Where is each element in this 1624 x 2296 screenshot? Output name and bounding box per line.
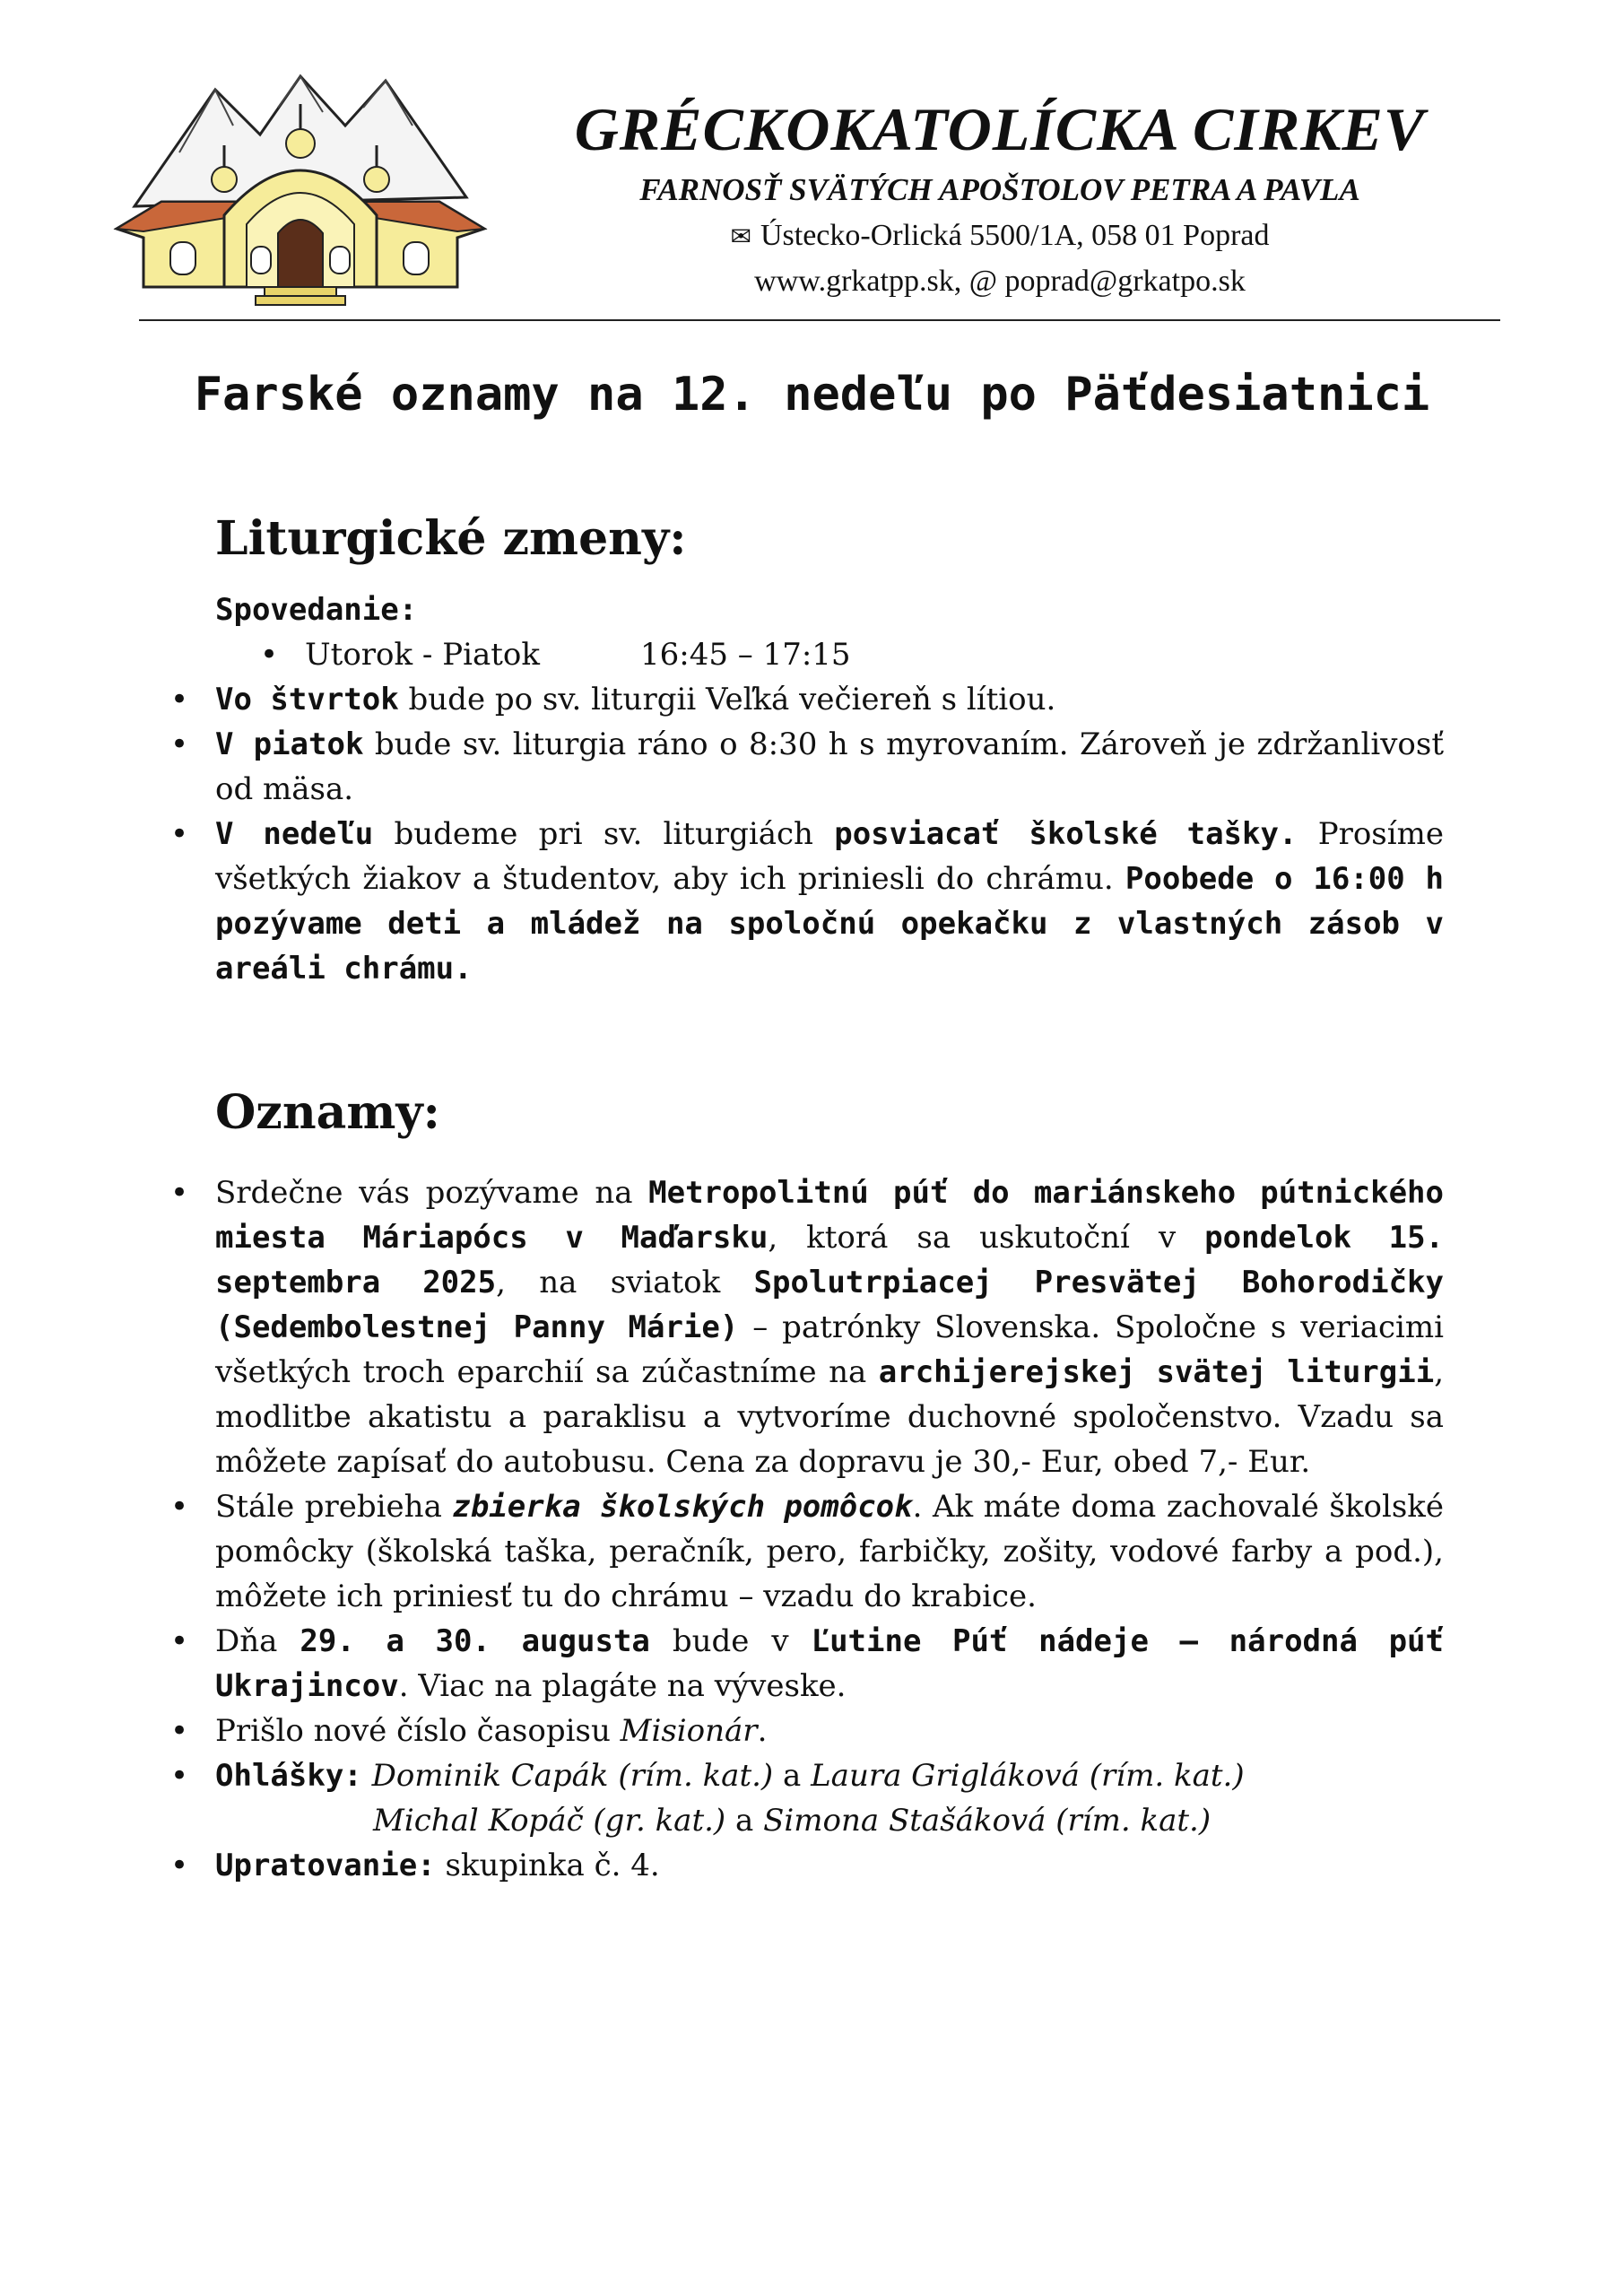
banns-label: Ohlášky: <box>215 1758 362 1794</box>
pilgrimage-date: pondelok 15. septembra 2025 <box>215 1220 1445 1300</box>
lutina-t3: . Viac na plagáte na výveske. <box>398 1668 847 1704</box>
banns-item <box>170 1753 1444 1843</box>
collection-t2: . Ak máte doma zachovalé školské pomôcky (školská taška, peračník, pero, farbičky, zošity, vodové farby a pod.), môžete ich priniesť tu do chrámu – vzadu do krabice. <box>215 1489 1444 1614</box>
document-title: Farské oznamy na 12. nedeľu po Päťdesiatnici <box>194 368 1430 422</box>
confession-time: 16:45 – 17:15 <box>639 637 851 673</box>
magazine-t1: Prišlo nové číslo časopisu <box>215 1713 621 1749</box>
pilgrimage-feast: Spolutrpiacej Presvätej Bohorodičky (Sedembolestnej Panny Márie) <box>215 1265 1444 1345</box>
header-divider <box>139 319 1500 321</box>
announcements-heading: Oznamy: <box>215 1085 440 1140</box>
thursday-text: bude po sv. liturgii Veľká večiereň s lítiou. <box>398 682 1056 718</box>
address: Ústecko-Orlická 5500/1A, 058 01 Poprad <box>760 219 1270 253</box>
address-line <box>502 218 1498 255</box>
pilgrimage-t3: , na sviatok <box>496 1265 754 1300</box>
lutina-event: Ľutine Púť nádeje – národná púť Ukrajincov <box>215 1623 1444 1704</box>
friday-bold: V piatok <box>215 726 364 762</box>
pilgrimage-t1: Srdečne vás pozývame na <box>215 1175 649 1211</box>
cleaning-text: skupinka č. 4. <box>435 1848 660 1883</box>
cleaning-item <box>170 1843 1444 1888</box>
collection-bold: zbierka školských pomôcok <box>452 1489 913 1525</box>
announcements-section <box>170 1170 1444 1888</box>
collection-t1: Stále prebieha <box>215 1489 453 1525</box>
confession-days: Utorok - Piatok <box>305 637 540 673</box>
banns-person-1a: Dominik Capák (rím. kat.) <box>371 1758 774 1794</box>
sunday-request: Prosíme všetkých žiakov a študentov, aby ich priniesli do chrámu. <box>215 816 1444 897</box>
pilgrimage-t5: , modlitbe akatistu a paraklisu a vytvoríme duchovné spoločenstvo. Vzadu sa môžete zapísať do autobusu. Cena za dopravu je 30,- Eur, obed 7,- Eur. <box>215 1354 1444 1480</box>
banns-person-1b: Laura Grigláková (rím. kat.) <box>811 1758 1245 1794</box>
pilgrimage-t4: – patrónky Slovenska. Spoločne s veriacimi všetkých troch eparchií sa zúčastníme na <box>215 1309 1444 1390</box>
sunday-item <box>170 812 1444 991</box>
pilgrimage-b1: Metropolitnú púť do mariánskeho pútnického miesta Máriapócs v Maďarsku <box>215 1175 1444 1256</box>
collection-item <box>170 1484 1444 1619</box>
magazine-title: Misionár <box>620 1713 758 1749</box>
web-contact: www.grkatpp.sk, @ poprad@grkatpo.sk <box>754 264 1246 298</box>
lutina-date: 29. a 30. augusta <box>300 1623 650 1659</box>
thursday-bold: Vo štvrtok <box>215 682 399 718</box>
envelope-icon: ✉ <box>730 223 751 252</box>
sunday-bold: V nedeľu <box>215 816 374 852</box>
cleaning-label: Upratovanie: <box>215 1848 436 1883</box>
banns-and-2: a <box>725 1803 764 1839</box>
friday-text: bude sv. liturgia ráno o 8:30 h s myrovaním. Zároveň je zdržanlivosť od mäsa. <box>215 726 1444 807</box>
banns-person-2b: Simona Stašáková (rím. kat.) <box>763 1803 1211 1839</box>
org-title: GRÉCKOKATOLÍCKA CIRKEV <box>574 95 1426 163</box>
org-header <box>502 94 1498 300</box>
banns-and-1: a <box>773 1758 812 1794</box>
pilgrimage-liturgy: archijerejskej svätej liturgii <box>878 1354 1435 1390</box>
lutina-item <box>170 1619 1444 1709</box>
sunday-barbecue: Poobede o 16:00 h pozývame deti a mládež na spoločnú opekačku z vlastných zásob v areáli chrámu. <box>215 861 1444 987</box>
pilgrimage-item <box>170 1170 1444 1484</box>
sunday-bags: posviacať školské tašky. <box>834 816 1298 852</box>
pilgrimage-t2: , ktorá sa uskutoční v <box>768 1220 1205 1256</box>
thursday-item <box>170 677 1444 722</box>
magazine-item <box>170 1709 1444 1753</box>
lutina-t1: Dňa <box>215 1623 300 1659</box>
church-logo <box>108 72 493 314</box>
lutina-t2: bude v <box>649 1623 812 1659</box>
sunday-text: budeme pri sv. liturgiách <box>373 816 835 852</box>
liturgical-heading: Liturgické zmeny: <box>215 511 687 566</box>
friday-item <box>170 722 1444 812</box>
confession-item <box>260 632 1444 677</box>
magazine-t2: . <box>757 1713 768 1749</box>
confession-label: Spovedanie: <box>215 592 418 628</box>
liturgical-section <box>170 587 1444 991</box>
parish-name: FARNOSŤ SVÄTÝCH APOŠTOLOV PETRA A PAVLA <box>639 172 1360 208</box>
banns-person-2a: Michal Kopáč (gr. kat.) <box>373 1803 726 1839</box>
